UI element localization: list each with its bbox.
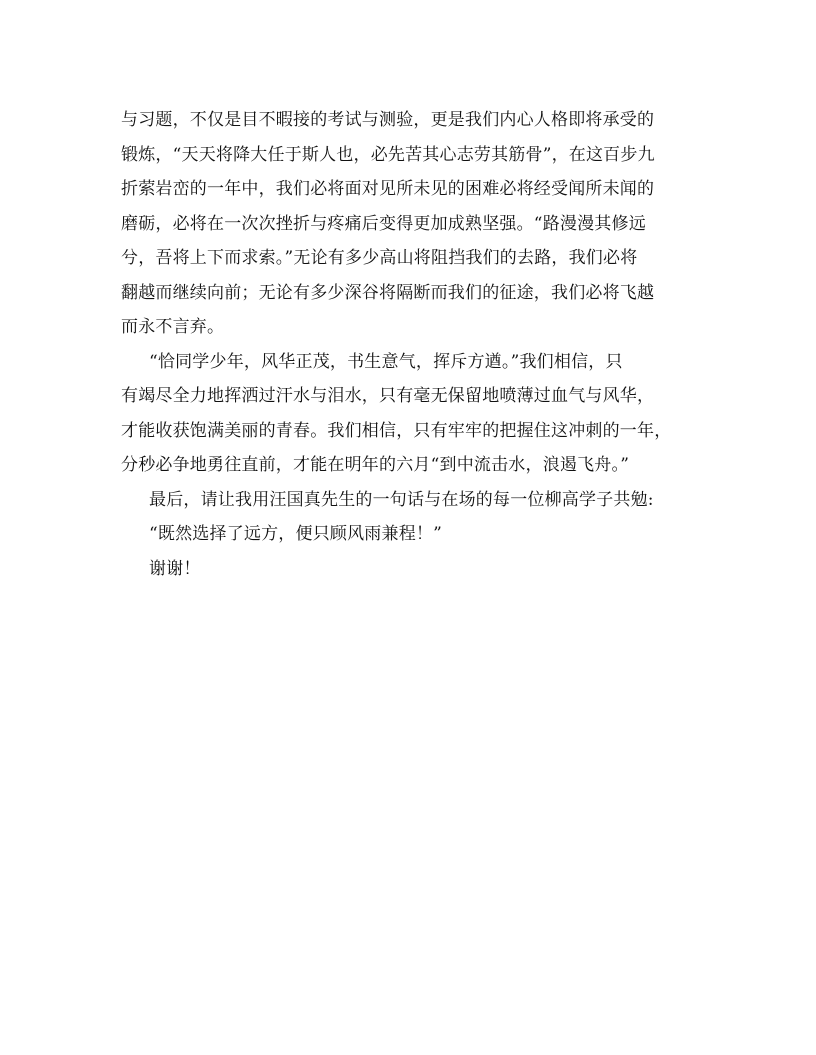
- paragraph-start-line: “恰同学少年，风华正茂，书生意气，挥斥方遒。”我们相信，只: [149, 351, 623, 372]
- text-line: 分秒必争地勇往直前，才能在明年的六月“到中流击水，浪遏飞舟。”: [121, 455, 630, 475]
- text-line: 翻越而继续向前；无论有多少深谷将隔断而我们的征途，我们必将飞越: [121, 282, 655, 303]
- text-line: 磨砺，必将在一次次挫折与疼痛后变得更加成熟坚强。“路漫漫其修远: [121, 213, 646, 234]
- text-line: 与习题，不仅是目不暇接的考试与测验，更是我们内心人格即将承受的: [121, 110, 655, 130]
- thanks-line: 谢谢！: [149, 558, 201, 579]
- text-line: 折萦岩峦的一年中，我们必将面对见所未见的困难必将经受闻所未闻的: [121, 179, 655, 199]
- closing-paragraph-line: 最后，请让我用汪国真先生的一句话与在场的每一位柳高学子共勉:: [149, 489, 654, 510]
- quote-line: “既然选择了远方，便只顾风雨兼程！”: [149, 524, 442, 544]
- document-body: [121, 103, 701, 586]
- text-line: 兮，吾将上下而求索。”无论有多少高山将阻挡我们的去路，我们必将: [121, 248, 638, 268]
- text-line: 有竭尽全力地挥洒过汗水与泪水，只有毫无保留地喷薄过血气与风华，: [121, 386, 655, 406]
- text-line: 而永不言弃。: [121, 317, 225, 337]
- text-line: 才能收获饱满美丽的青春。我们相信，只有牢牢的把握住这冲刺的一年，: [121, 420, 672, 441]
- text-line: 锻炼，“天天将降大任于斯人也，必先苦其心志劳其筋骨”，在这百步九: [121, 144, 655, 165]
